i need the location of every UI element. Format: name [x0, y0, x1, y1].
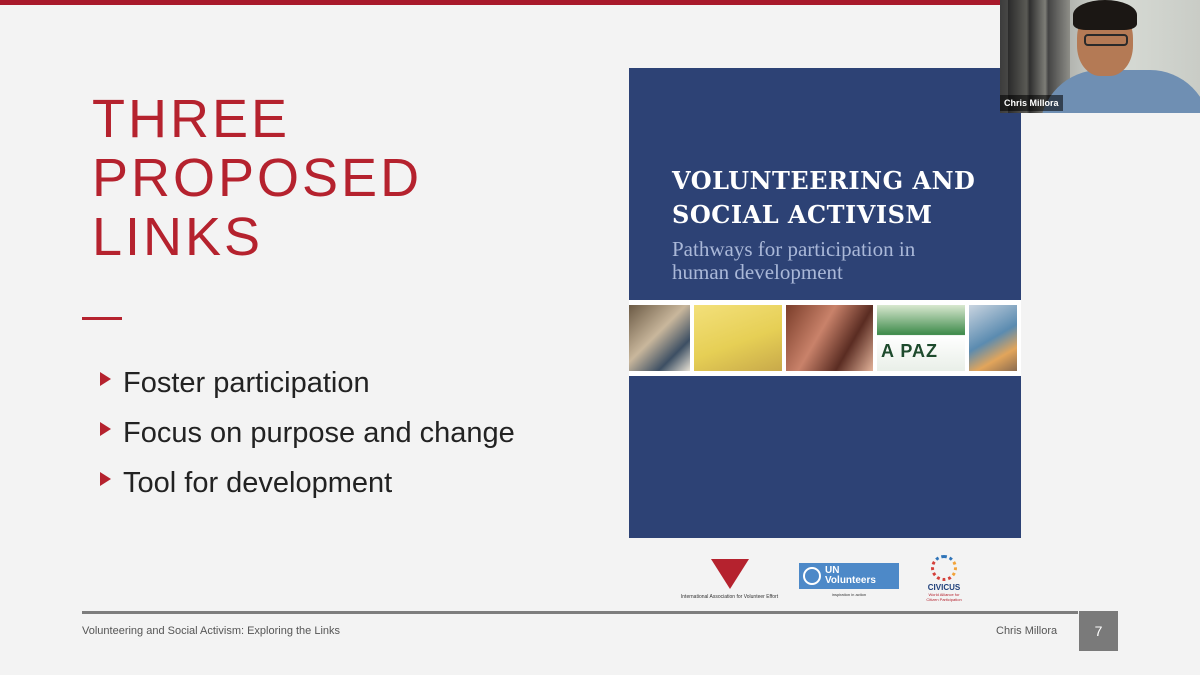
iave-v-icon: [711, 559, 749, 589]
book-subtitle-line: human development: [672, 260, 843, 284]
bullet-item: [100, 358, 515, 408]
participant-hair: [1073, 0, 1137, 30]
slide-title-line: PROPOSED: [92, 148, 423, 208]
participant-name-label: Chris Millora: [1000, 95, 1063, 111]
book-title: [672, 164, 1012, 232]
civicus-tagline-line: World Alliance for: [928, 592, 960, 597]
un-globe-icon: [803, 567, 821, 585]
bullet-text: Tool for development: [123, 466, 393, 499]
iave-caption: International Association for Volunteer Effort: [680, 594, 779, 600]
participant-glasses: [1084, 34, 1128, 46]
un-volunteers-logo: [799, 563, 899, 597]
bullet-list: [100, 358, 515, 508]
book-subtitle: [672, 238, 1012, 284]
footer-presentation-title: Volunteering and Social Activism: Exploring the Links: [82, 625, 341, 637]
slide-title-line: LINKS: [92, 207, 264, 267]
bullet-item: [100, 408, 515, 458]
triangle-bullet-icon: [100, 372, 111, 386]
partner-logos: [672, 555, 972, 605]
civicus-ring-icon: [931, 555, 957, 581]
footer-presenter-name: Chris Millora: [996, 625, 1058, 637]
civicus-tagline-line: Citizen Participation: [926, 597, 962, 602]
photo-rally: [877, 305, 965, 371]
photo-community: [786, 305, 873, 371]
photo-group: [969, 305, 1017, 371]
bullet-text: Foster participation: [123, 366, 370, 399]
civicus-name: CIVICUS: [927, 583, 961, 592]
participant-video-tile[interactable]: [1000, 0, 1200, 113]
title-underline: [82, 317, 122, 320]
book-subtitle-line: Pathways for participation in: [672, 237, 916, 261]
book-title-line: VOLUNTEERING AND: [672, 166, 976, 195]
civicus-logo: [916, 555, 972, 602]
bullet-text: Focus on purpose and change: [123, 416, 515, 449]
slide-top-accent-bar: [0, 0, 1000, 5]
book-cover-image: [629, 68, 1021, 538]
photo-clinic: [629, 305, 690, 371]
book-title-line: SOCIAL ACTIVISM: [672, 200, 933, 229]
rally-banner-text: A PAZ: [881, 341, 938, 361]
photo-strip: [629, 300, 1021, 376]
photo-classroom: [694, 305, 782, 371]
footer-divider: [82, 611, 1078, 614]
unv-tagline: inspiration in action: [831, 592, 867, 597]
triangle-bullet-icon: [100, 422, 111, 436]
iave-logo: [672, 555, 787, 600]
slide-title-line: THREE: [92, 89, 291, 149]
slide-title: [92, 90, 552, 267]
unv-name-line: Volunteers: [825, 575, 876, 586]
bullet-item: [100, 458, 515, 508]
unv-name-line: UN: [825, 565, 840, 576]
slide-page-number: 7: [1079, 611, 1118, 651]
triangle-bullet-icon: [100, 472, 111, 486]
